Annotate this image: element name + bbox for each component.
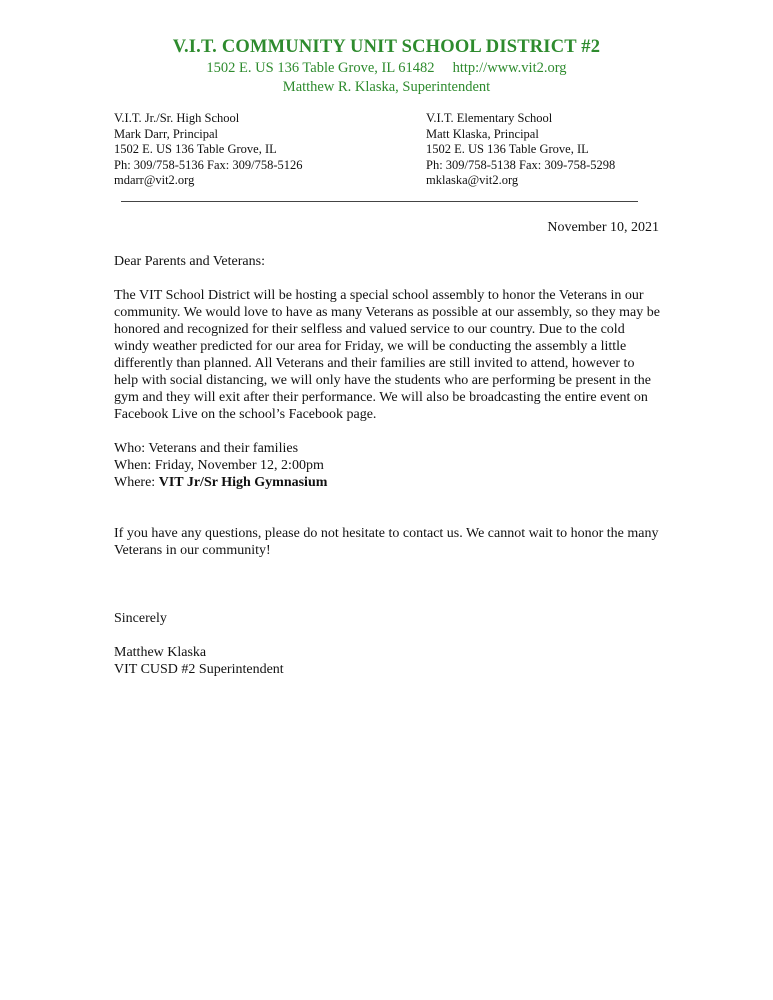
district-name: V.I.T. COMMUNITY UNIT SCHOOL DISTRICT #2 xyxy=(172,37,601,57)
high-school-phone-fax: Ph: 309/758-5136 Fax: 309/758-5126 xyxy=(114,157,303,172)
salutation: Dear Parents and Veterans: xyxy=(114,254,265,269)
main-paragraph: The VIT School District will be hosting a special school assembly to honor the Veterans in our community. We would love to have as many Veterans as possible at our assembly, so they may be honored and recognized for their selfless and valued service to our country. Due to the cold windy weather predicted for our area for Friday, we will be conducting the assembly a little differently than planned. All Veterans and their families are still invited to attend, however to help with social distancing, we will only have the students who are performing be present in the gym and they will exit after their performance. We will also be broadcasting the entire event on Facebook Live on the school’s Facebook page. xyxy=(114,288,660,422)
letter-date: November 10, 2021 xyxy=(547,220,659,235)
elementary-school-info xyxy=(426,111,615,189)
letter-body xyxy=(114,253,662,678)
signer-name: Matthew Klaska xyxy=(114,645,207,660)
header-divider xyxy=(121,201,638,202)
event-where-value: VIT Jr/Sr High Gymnasium xyxy=(158,475,328,490)
event-who: Who: Veterans and their families xyxy=(114,441,299,456)
elementary-school-phone-fax: Ph: 309/758-5138 Fax: 309-758-5298 xyxy=(426,157,616,172)
high-school-name: V.I.T. Jr./Sr. High School xyxy=(114,111,240,125)
superintendent-line: Matthew R. Klaska, Superintendent xyxy=(282,79,491,95)
event-when: When: Friday, November 12, 2:00pm xyxy=(114,458,324,473)
closing-paragraph: If you have any questions, please do not hesitate to contact us. We cannot wait to honor the many Veterans in our community! xyxy=(114,526,659,558)
elementary-school-name: V.I.T. Elementary School xyxy=(426,111,553,125)
event-where-label: Where: xyxy=(114,475,159,490)
high-school-address: 1502 E. US 136 Table Grove, IL xyxy=(114,142,277,157)
signer-title: VIT CUSD #2 Superintendent xyxy=(114,662,284,677)
elementary-school-principal: Matt Klaska, Principal xyxy=(426,126,539,141)
district-address: 1502 E. US 136 Table Grove, IL 61482 xyxy=(206,60,435,76)
signoff: Sincerely xyxy=(114,611,167,626)
high-school-principal: Mark Darr, Principal xyxy=(114,126,218,141)
elementary-school-email[interactable]: mklaska@vit2.org xyxy=(426,173,519,188)
event-details xyxy=(114,440,662,491)
high-school-email[interactable]: mdarr@vit2.org xyxy=(114,173,195,188)
district-website-link[interactable]: http://www.vit2.org xyxy=(452,60,567,76)
high-school-info xyxy=(114,111,303,189)
district-address-line xyxy=(0,59,773,78)
elementary-school-address: 1502 E. US 136 Table Grove, IL xyxy=(426,142,589,157)
letterhead xyxy=(0,36,773,97)
